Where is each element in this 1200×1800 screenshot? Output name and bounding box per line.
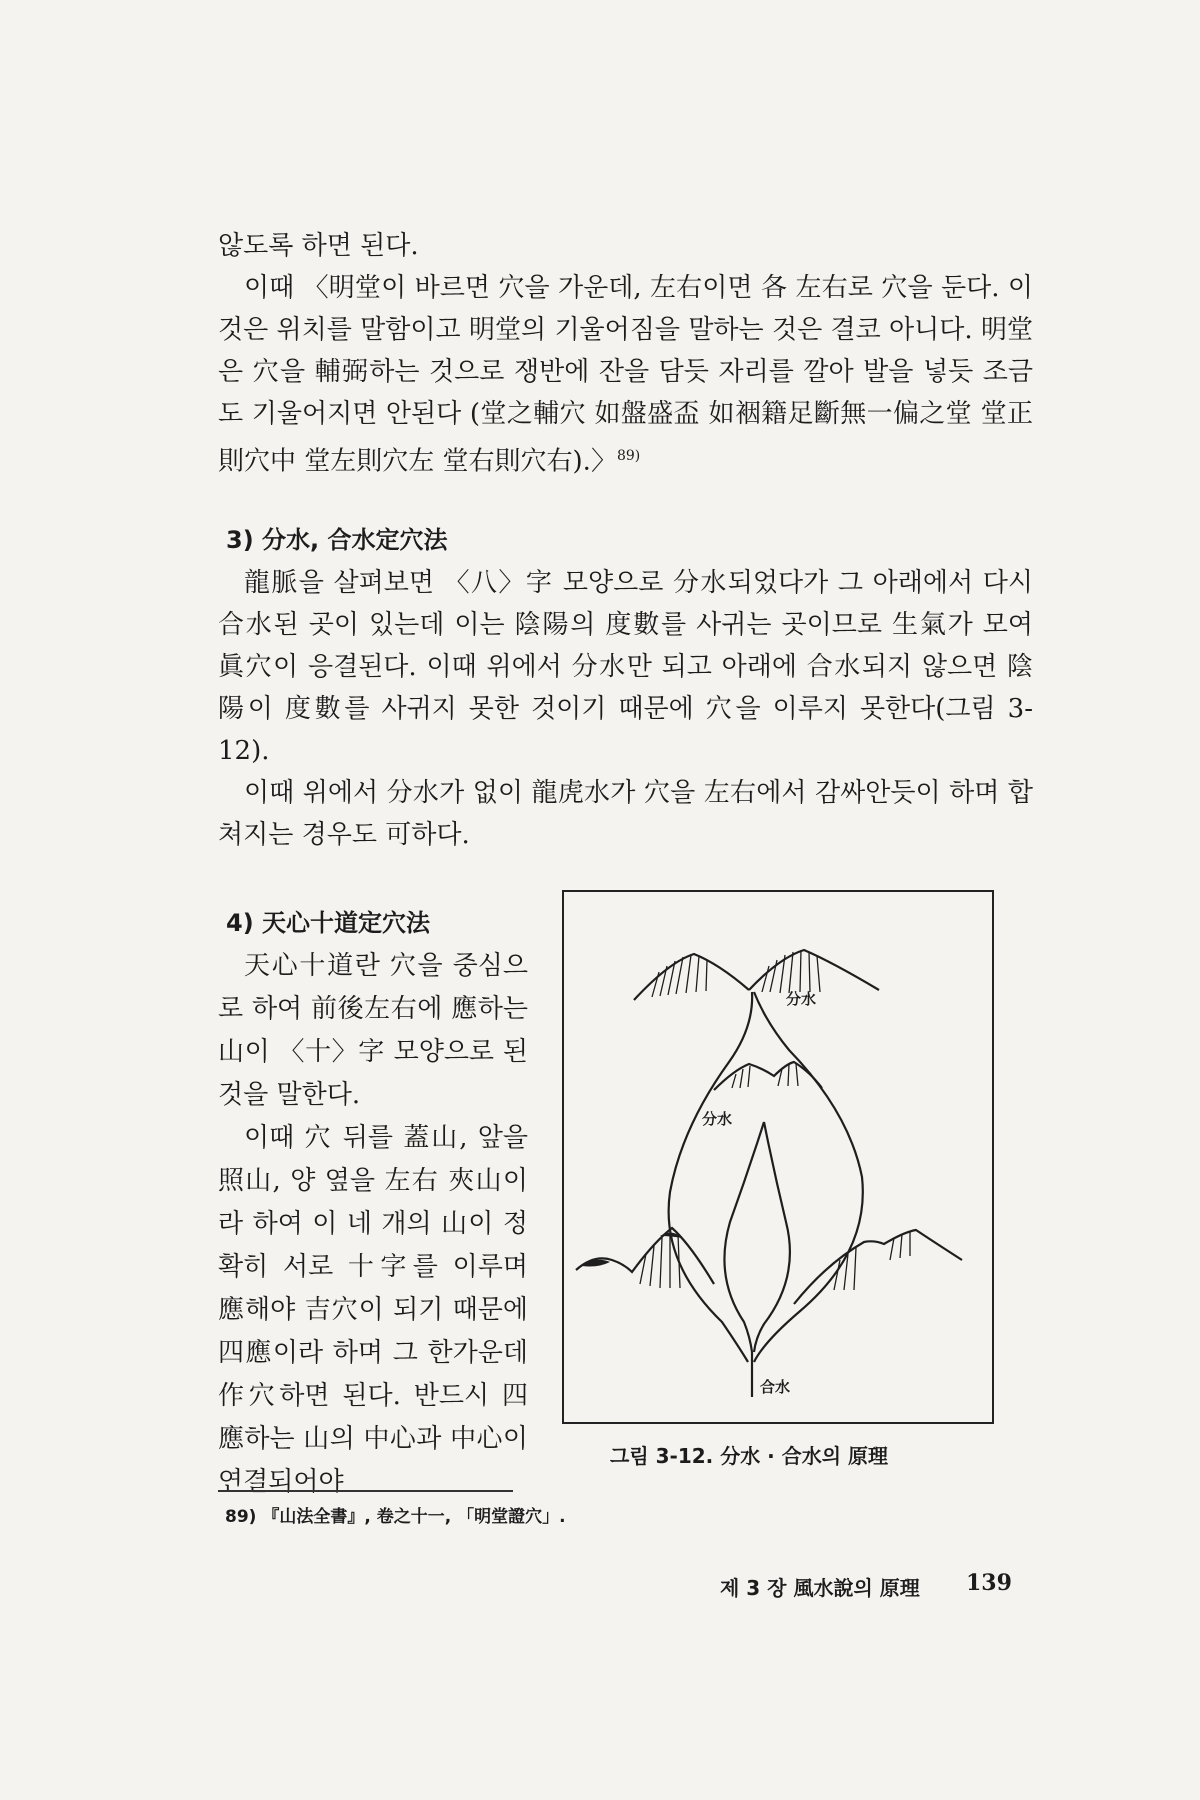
upper-text-block (218, 225, 1033, 483)
figure-drawing (564, 892, 992, 1422)
paragraph-myeongdang (218, 267, 1033, 483)
paragraph-intro: 않도록 하면 된다. (218, 231, 419, 261)
running-footer: 제 3 장 風水說의 原理 (720, 1576, 920, 1600)
mountain-top-left (634, 954, 749, 1000)
paragraph-4a: 天心十道란 穴을 중심으로 하여 前後左右에 應하는 山이 〈十〉字 모양으로 된 것을 말한다. (218, 951, 528, 1110)
label-join: 合水 (760, 1378, 791, 1396)
section-heading-4: 4) 天心十道定穴法 (226, 909, 431, 937)
footnote-divider (218, 1490, 513, 1492)
label-mid-split: 分水 (702, 1110, 733, 1128)
paragraph-3b: 이때 위에서 分水가 없이 龍虎水가 穴을 左右에서 감싸안듯이 하며 합쳐지는 경우도 可하다. (218, 778, 1033, 850)
figure-caption: 그림 3-12. 分水 · 合水의 原理 (610, 1444, 889, 1468)
water-right-outer (754, 992, 863, 1362)
figure-3-12 (562, 890, 994, 1424)
footnote-ref: 89) (616, 448, 641, 464)
section-heading-3: 3) 分水, 合水定穴法 (226, 526, 448, 554)
water-right-inner (754, 1122, 790, 1352)
paragraph-4b: 이때 穴 뒤를 蓋山, 앞을 照山, 양 옆을 左右 夾山이라 하여 이 네 개의 山이 정확히 서로 十字를 이루며 應해야 吉穴이 되기 때문에 四應이라 하며 그 한가운데 作穴하면 된다. 반드시 四應하는 山의 中心과 中心이 연결되어야 (218, 1123, 528, 1497)
label-top-split: 分水 (786, 990, 817, 1008)
page-number: 139 (966, 1570, 1012, 1596)
section-4-text (218, 945, 528, 1504)
paragraph-3a: 龍脈을 살펴보면 〈八〉字 모양으로 分水되었다가 그 아래에서 다시 合水된 곳이 있는데 이는 陰陽의 度數를 사귀는 곳이므로 生氣가 모여 眞穴이 응결된다. 이때 위에서 分水만 되고 아래에 合水되지 않으면 陰陽이 度數를 사귀지 못한 것이기 때문에 穴을 이루지 못한다(그림 3-12). (218, 568, 1033, 766)
mountain-mid (714, 1062, 822, 1090)
water-left-outer (669, 992, 753, 1362)
footnote-89: 89) 『山法全書』, 卷之十一, 「明堂證穴」. (225, 1507, 566, 1527)
water-left-inner (724, 1122, 764, 1352)
paragraph-myeongdang-text: 이때 〈明堂이 바르면 穴을 가운데, 左右이면 各 左右로 穴을 둔다. 이것은 위치를 말함이고 明堂의 기울어짐을 말하는 것은 결코 아니다. 明堂은 穴을 輔弼하는 것으로 쟁반에 잔을 담듯 자리를 깔아 발을 넣듯 조금도 기울어지면 안된다 (堂之輔穴 如盤盛盃 如裀籍足斷無一偏之堂 堂正則穴中 堂左則穴左 堂右則穴右).〉 (218, 273, 1033, 477)
section-3-text (218, 562, 1033, 856)
